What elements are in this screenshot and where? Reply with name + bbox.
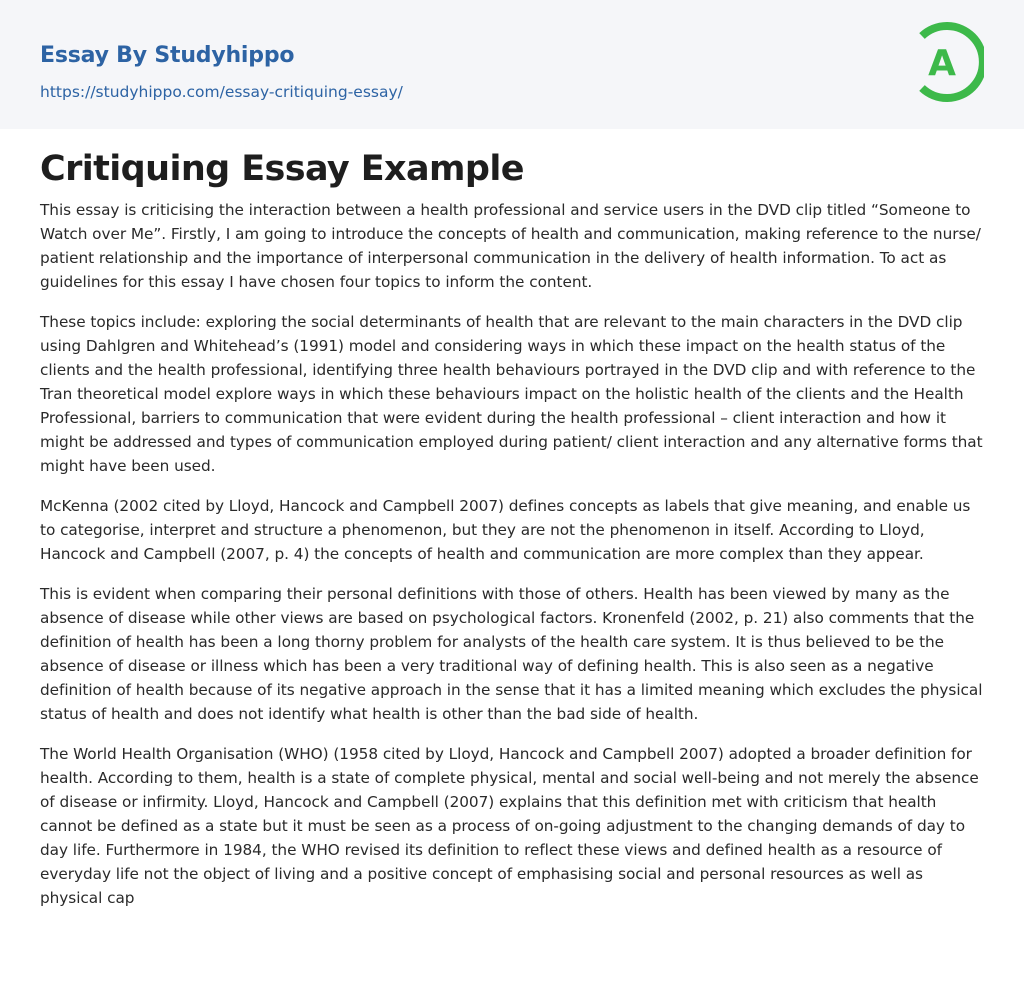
logo-ring-icon [900,20,984,104]
essay-paragraph: This is evident when comparing their personal definitions with those of others. Health has been viewed by many as the absence of disease while other views are based on psychological factors. Kronenfeld (2002, p. 21) also comments that the definition of health has been a long thorny problem for analysts of the health care system. It is thus believed to be the absence of disease or illness which has been a very traditional way of defining health. This is also seen as a negative definition of health because of its negative approach in the sense that it has a limited meaning which excludes the physical status of health and does not identify what health is other than the bad side of health. [40,585,983,723]
site-title[interactable]: Essay By Studyhippo [40,43,295,68]
page-title: Critiquing Essay Example [40,149,524,189]
source-url-link[interactable]: https://studyhippo.com/essay-critiquing-essay/ [40,83,403,101]
studyhippo-logo[interactable] [900,20,984,104]
main-content [0,146,1024,910]
essay-paragraph: This essay is criticising the interaction between a health professional and service users in the DVD clip titled “Someone to Watch over Me”. Firstly, I am going to introduce the concepts of health and communication, making reference to the nurse/ patient relationship and the importance of interpersonal communication in the delivery of health information. To act as guidelines for this essay I have chosen four topics to inform the content. [40,201,981,291]
essay-paragraph: McKenna (2002 cited by Lloyd, Hancock and Campbell 2007) defines concepts as labels that give meaning, and enable us to categorise, interpret and structure a phenomenon, but they are not the phenomenon in itself. According to Lloyd, Hancock and Campbell (2007, p. 4) the concepts of health and communication are more complex than they appear. [40,497,971,563]
logo-letter: A [928,43,956,84]
site-header [0,0,1024,129]
essay-paragraph: The World Health Organisation (WHO) (1958 cited by Lloyd, Hancock and Campbell 2007) adopted a broader definition for health. According to them, health is a state of complete physical, mental and social well-being and not merely the absence of disease or infirmity. Lloyd, Hancock and Campbell (2007) explains that this definition met with criticism that health cannot be defined as a state but it must be seen as a process of on-going adjustment to the changing demands of day to day life. Furthermore in 1984, the WHO revised its definition to reflect these views and defined health as a resource of everyday life not the object of living and a positive concept of emphasising social and personal resources as well as physical cap [40,745,979,907]
essay-paragraph: These topics include: exploring the social determinants of health that are relevant to the main characters in the DVD clip using Dahlgren and Whitehead’s (1991) model and considering ways in which these impact on the health status of the clients and the health professional, identifying three health behaviours portrayed in the DVD clip and with reference to the Tran theoretical model explore ways in which these behaviours impact on the holistic health of the clients and the Health Professional, barriers to communication that were evident during the health professional – client interaction and how it might be addressed and types of communication employed during patient/ client interaction and any alternative forms that might have been used. [40,313,983,475]
essay-body [40,198,984,910]
